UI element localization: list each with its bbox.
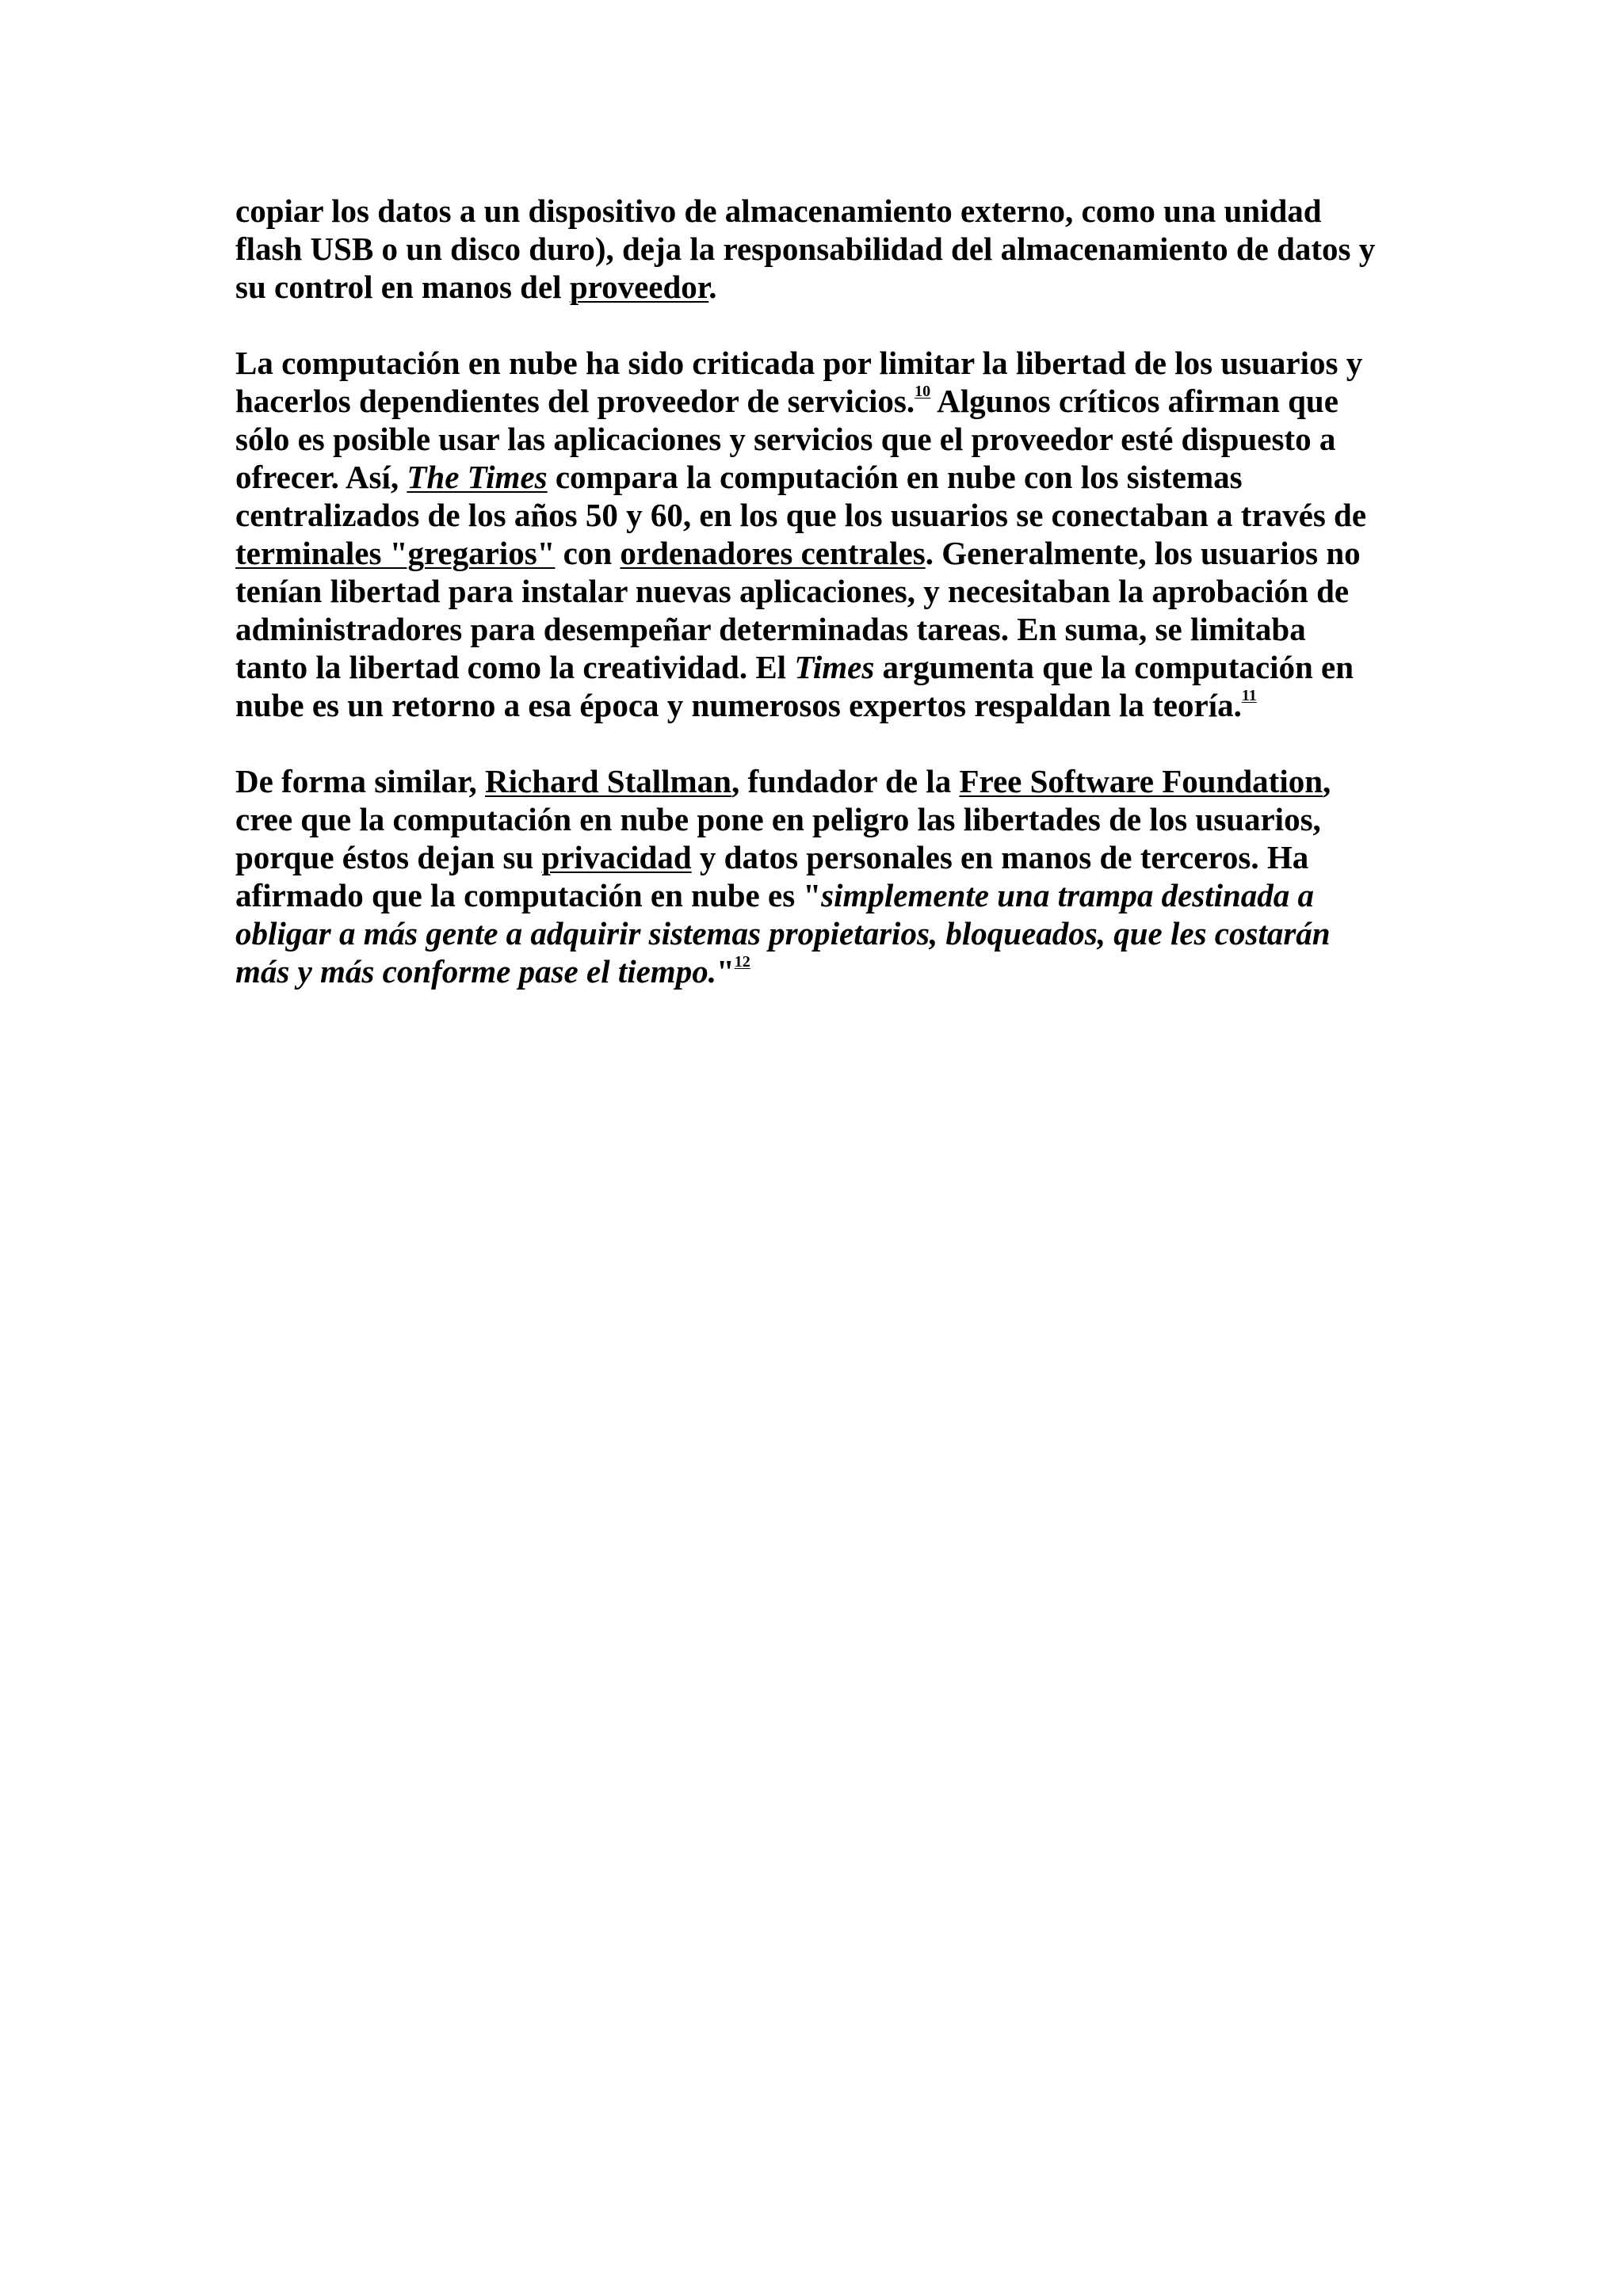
- link-terminales-gregarios[interactable]: terminales "gregarios": [235, 535, 556, 571]
- link-richard-stallman[interactable]: Richard Stallman: [485, 763, 731, 799]
- text-segment: Algunos críticos afirman que: [930, 383, 1338, 419]
- text-line: [235, 686, 1400, 724]
- quote-italic: obligar a más gente a adquirir sistemas propietarios, bloqueados, que les costarán: [235, 915, 1331, 952]
- text-line: administradores para desempeñar determinadas tareas. En suma, se limitaba: [235, 611, 1306, 647]
- text-line: [235, 914, 1400, 952]
- text-line: [235, 952, 1400, 990]
- text-segment: ofrecer. Así,: [235, 459, 407, 495]
- text-segment: argumenta que la computación en: [874, 649, 1354, 685]
- link-free-software-foundation[interactable]: Free Software Foundation: [959, 763, 1323, 799]
- footnote-link-11[interactable]: 11: [1241, 687, 1257, 704]
- text-segment: De forma similar,: [235, 763, 486, 799]
- text-segment: . Generalmente, los usuarios no: [925, 535, 1361, 571]
- text-line: [235, 876, 1400, 914]
- footnote-ref-11: [1242, 687, 1257, 704]
- paragraph-criticism: [235, 344, 1400, 724]
- text-line: centralizados de los años 50 y 60, en los que los usuarios se conectaban a través de: [235, 497, 1367, 533]
- footnote-ref-12: [735, 953, 750, 971]
- times-italic: Times: [794, 649, 875, 685]
- text-segment: , fundador de la: [731, 763, 960, 799]
- text-segment: nube es un retorno a esa época y numerosos expertos respaldan la teoría.: [235, 687, 1242, 723]
- text-line: [235, 268, 1400, 306]
- link-ordenadores-centrales[interactable]: ordenadores centrales: [620, 535, 926, 571]
- text-segment: su control en manos del: [235, 269, 570, 305]
- text-line: La computación en nube ha sido criticada por limitar la libertad de los usuarios y: [235, 345, 1363, 381]
- text-segment: porque éstos dejan su: [235, 839, 542, 875]
- text-segment: compara la computación en nube con los sistemas: [547, 459, 1243, 495]
- text-line: copiar los datos a un dispositivo de almacenamiento externo, como una unidad: [235, 193, 1322, 229]
- footnote-link-10[interactable]: 10: [915, 383, 931, 400]
- text-segment: ,: [1323, 763, 1331, 799]
- text-line: [235, 648, 1400, 686]
- text-line: [235, 458, 1400, 496]
- the-times-italic: The Times: [407, 459, 548, 495]
- link-proveedor[interactable]: proveedor: [569, 269, 709, 305]
- document-body: [235, 192, 1400, 1028]
- text-segment: .: [708, 269, 717, 305]
- paragraph-storage-responsibility: [235, 192, 1400, 306]
- text-line: tenían libertad para instalar nuevas aplicaciones, y necesitaban la aprobación de: [235, 573, 1350, 609]
- quote-italic: más y más conforme pase el tiempo.: [235, 953, 716, 990]
- text-segment: con: [555, 535, 621, 571]
- text-line: [235, 382, 1400, 420]
- link-privacidad[interactable]: privacidad: [541, 839, 692, 875]
- footnote-ref-10: [915, 383, 930, 400]
- footnote-link-12[interactable]: 12: [734, 953, 750, 971]
- text-segment: afirmado que la computación en nube es ": [235, 877, 822, 913]
- text-segment: tanto la libertad como la creatividad. El: [235, 649, 795, 685]
- text-line: [235, 762, 1400, 800]
- text-segment: hacerlos dependientes del proveedor de servicios.: [235, 383, 915, 419]
- text-segment: ": [716, 953, 735, 990]
- text-line: [235, 534, 1400, 572]
- text-segment: y datos personales en manos de terceros. Ha: [691, 839, 1309, 875]
- text-line: [235, 838, 1400, 876]
- text-line: cree que la computación en nube pone en peligro las libertades de los usuarios,: [235, 801, 1321, 837]
- link-the-times[interactable]: [407, 459, 547, 495]
- quote-italic: simplemente una trampa destinada a: [821, 877, 1315, 913]
- text-line: flash USB o un disco duro), deja la responsabilidad del almacenamiento de datos y: [235, 231, 1376, 267]
- paragraph-stallman: [235, 762, 1400, 990]
- text-line: sólo es posible usar las aplicaciones y servicios que el proveedor esté dispuesto a: [235, 421, 1336, 457]
